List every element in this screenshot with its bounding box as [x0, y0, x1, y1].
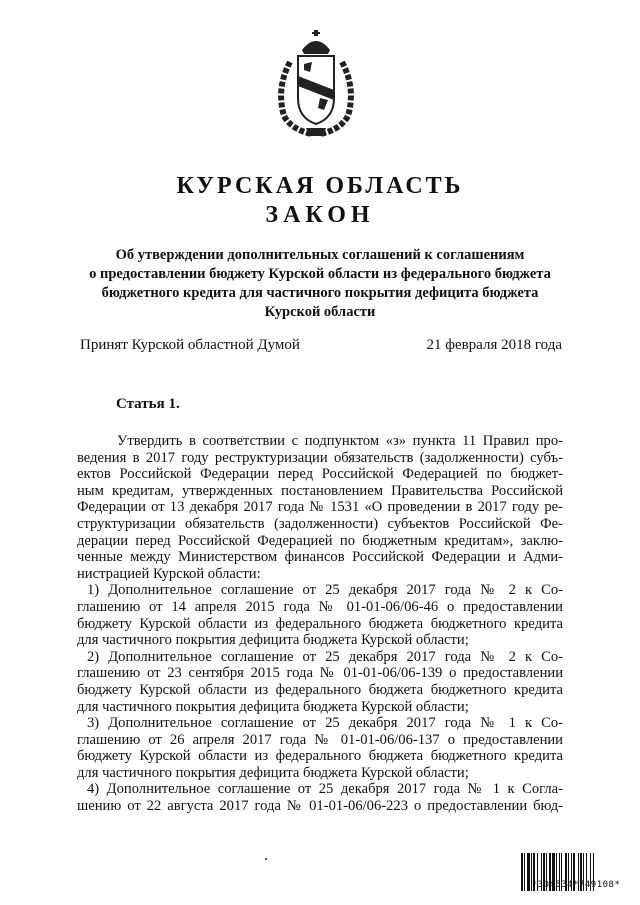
- list-item-line: для частичного покрытия дефицита бюджета Курской области;: [77, 764, 469, 781]
- body-line: Утвердить в соответствии с подпунктом «з» пункта 11 Правил про-: [117, 433, 563, 449]
- list-item-line: 4) Дополнительное соглашение от 25 декабря 2017 года № 1 к Согла-: [87, 781, 563, 798]
- law-title: [60, 246, 580, 322]
- law-title-line: Об утверждении дополнительных соглашений к соглашениям: [115, 247, 525, 263]
- law-title-line: о предоставлении бюджету Курской области из федерального бюджета: [89, 266, 551, 282]
- document-type: ЗАКОН: [265, 202, 375, 228]
- body-line: ченные между Министерством финансов Российской Федерации и Адми-: [77, 549, 563, 566]
- list-item-line: для частичного покрытия дефицита бюджета Курской области;: [77, 632, 469, 649]
- scan-speck: [265, 858, 267, 860]
- region-name: КУРСКАЯ ОБЛАСТЬ: [176, 173, 464, 199]
- list-item-line: 3) Дополнительное соглашение от 25 декабря 2017 года № 1 к Со-: [87, 715, 563, 732]
- article-heading: Статья 1.: [116, 396, 180, 412]
- list-item-line: 1) Дополнительное соглашение от 25 декабря 2017 года № 2 к Со-: [87, 582, 563, 599]
- body-line: структуризации обязательств (задолженности) субъектов Российской Фе-: [77, 515, 563, 532]
- adopted-by: Принят Курской областной Думой: [80, 337, 300, 353]
- list-item-line: шению от 22 августа 2017 года № 01-01-06/06-223 о предоставлении бюд-: [77, 798, 563, 815]
- body-line: дерации перед Российской Федерацией по бюджетным кредитам», заклю-: [77, 532, 563, 549]
- list-item-line: глашению от 14 апреля 2015 года № 01-01-06/06-46 о предоставлении: [77, 598, 563, 615]
- body-line: нистрацией Курской области:: [77, 565, 261, 582]
- law-title-line: бюджетного кредита для частичного покрытия дефицита бюджета: [101, 285, 539, 301]
- list-item-line: глашению от 26 апреля 2017 года № 01-01-06/06-137 о предоставлении: [77, 731, 563, 748]
- list-item-line: бюджету Курской области из федерального бюджета бюджетного кредита: [77, 681, 563, 698]
- list-item-line: бюджету Курской области из федерального бюджета бюджетного кредита: [77, 615, 563, 632]
- body-line: ектов Российской Федерации перед Российской Федерацией по бюджет-: [77, 466, 563, 483]
- body-line: ным кредитам, утвержденных постановлением Правительства Российской: [77, 482, 563, 499]
- body-line: ведения в 2017 году реструктуризации обязательств (задолженности) субъ-: [77, 449, 563, 466]
- body-line: Федерации от 13 декабря 2017 года № 1531 «О проведении в 2017 году ре-: [77, 499, 563, 516]
- law-title-line: Курской области: [264, 304, 376, 320]
- coat-of-arms-icon: [268, 28, 364, 140]
- list-item-line: для частичного покрытия дефицита бюджета Курской области;: [77, 698, 469, 715]
- list-item-line: 2) Дополнительное соглашение от 25 декабря 2017 года № 2 к Со-: [87, 648, 563, 665]
- article-body: [77, 433, 563, 815]
- list-item-line: бюджету Курской области из федерального бюджета бюджетного кредита: [77, 748, 563, 765]
- adoption-date: 21 февраля 2018 года: [426, 337, 562, 353]
- list-item-line: глашению от 23 сентября 2015 года № 01-01-06/06-139 о предоставлении: [77, 665, 563, 682]
- barcode-number: *304534*749108*: [531, 880, 621, 890]
